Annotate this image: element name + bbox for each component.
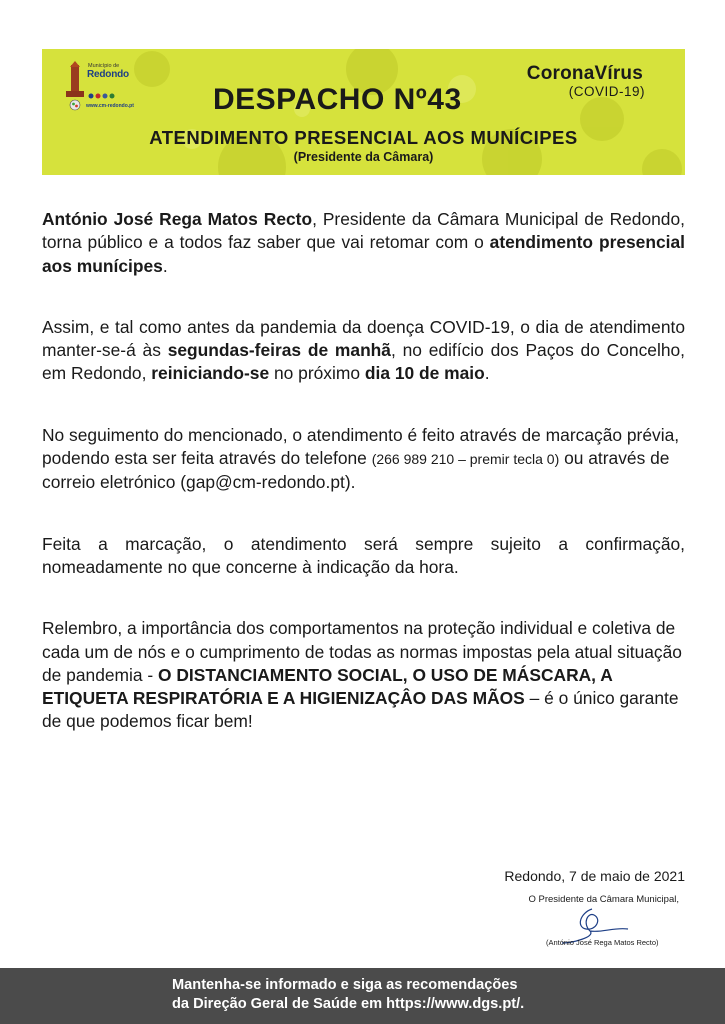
text: .: [162, 255, 168, 276]
text: .: [484, 363, 490, 384]
text-bold: segundas-feiras de manhã: [167, 340, 391, 361]
text: ou através de correio eletrónico (gap@cm-redondo.pt).: [42, 448, 670, 493]
logo-city-text: Redondo: [87, 69, 129, 80]
text-bold: reiniciando-se: [151, 363, 270, 384]
paragraph-1: [42, 208, 685, 278]
document-body: [42, 208, 685, 772]
text: – é o único garante de que podemos ficar bem!: [42, 688, 679, 732]
text: , Presidente da Câmara Municipal de Redondo, torna público e a todos faz saber que vai retomar com o: [42, 209, 685, 253]
paragraph-3: [42, 424, 685, 495]
footer-bar: [0, 968, 725, 1024]
president-name: António José Rega Matos Recto: [42, 209, 313, 229]
footer-line-1: Mantenha-se informado e siga as recomendações: [172, 977, 518, 993]
tower-icon: [64, 61, 86, 111]
text-bold: O DISTANCIAMENTO SOCIAL, O USO DE MÁSCARA, A ETIQUETA RESPIRATÓRIA E A HIGIENIZAÇÂO DAS MÃOS: [42, 664, 613, 709]
footer-line-2: da Direção Geral de Saúde em https://www.dgs.pt/.: [172, 996, 525, 1012]
text: , no edifício dos Paços do Concelho, em Redondo,: [42, 340, 685, 384]
logo-municipio-text: Município de: [88, 63, 120, 69]
text-bold: atendimento presencial aos munícipes: [42, 232, 685, 276]
text: Relembro, a importância dos comportamentos na proteção individual e coletiva de cada um de nós e o cumprimento de todas as normas impostas pela atual situação de pandemia -: [42, 618, 682, 685]
paragraph-5: [42, 617, 685, 733]
social-icons: [88, 93, 118, 99]
coronavirus-title: CoronaVírus: [526, 63, 643, 84]
author-subheading: (Presidente da Câmara): [293, 150, 434, 164]
despacho-title: DESPACHO Nº43: [213, 83, 462, 116]
subject-heading: ATENDIMENTO PRESENCIAL AOS MUNÍCIPES: [149, 127, 578, 148]
signature-date: Redondo, 7 de maio de 2021: [504, 868, 685, 884]
signature-name: (António José Rega Matos Recto): [546, 938, 659, 947]
text: no próximo: [269, 363, 365, 384]
text-bold: dia 10 de maio: [364, 363, 485, 384]
phone-number: (266 989 210 – premir tecla 0): [371, 451, 560, 468]
text: No seguimento do mencionado, o atendimento é feito através de marcação prévia, podendo esta ser feita através do telefone: [42, 424, 680, 469]
logo-site-text: www.cm-redondo.pt: [86, 103, 134, 109]
paragraph-4: Feita a marcação, o atendimento será sempre sujeito a confirmação, nomeadamente no que concerne à indicação da hora.: [42, 533, 685, 577]
signature-block: [504, 868, 685, 905]
signature-title: O Presidente da Câmara Municipal,: [528, 894, 679, 905]
municipio-redondo-logo: [64, 59, 144, 111]
header-banner: [42, 49, 685, 175]
paragraph-2: [42, 316, 685, 386]
covid-subtitle: (COVID-19): [568, 84, 645, 99]
text: Assim, e tal como antes da pandemia da doença COVID-19, o dia de atendimento manter-se-á às: [42, 316, 685, 361]
